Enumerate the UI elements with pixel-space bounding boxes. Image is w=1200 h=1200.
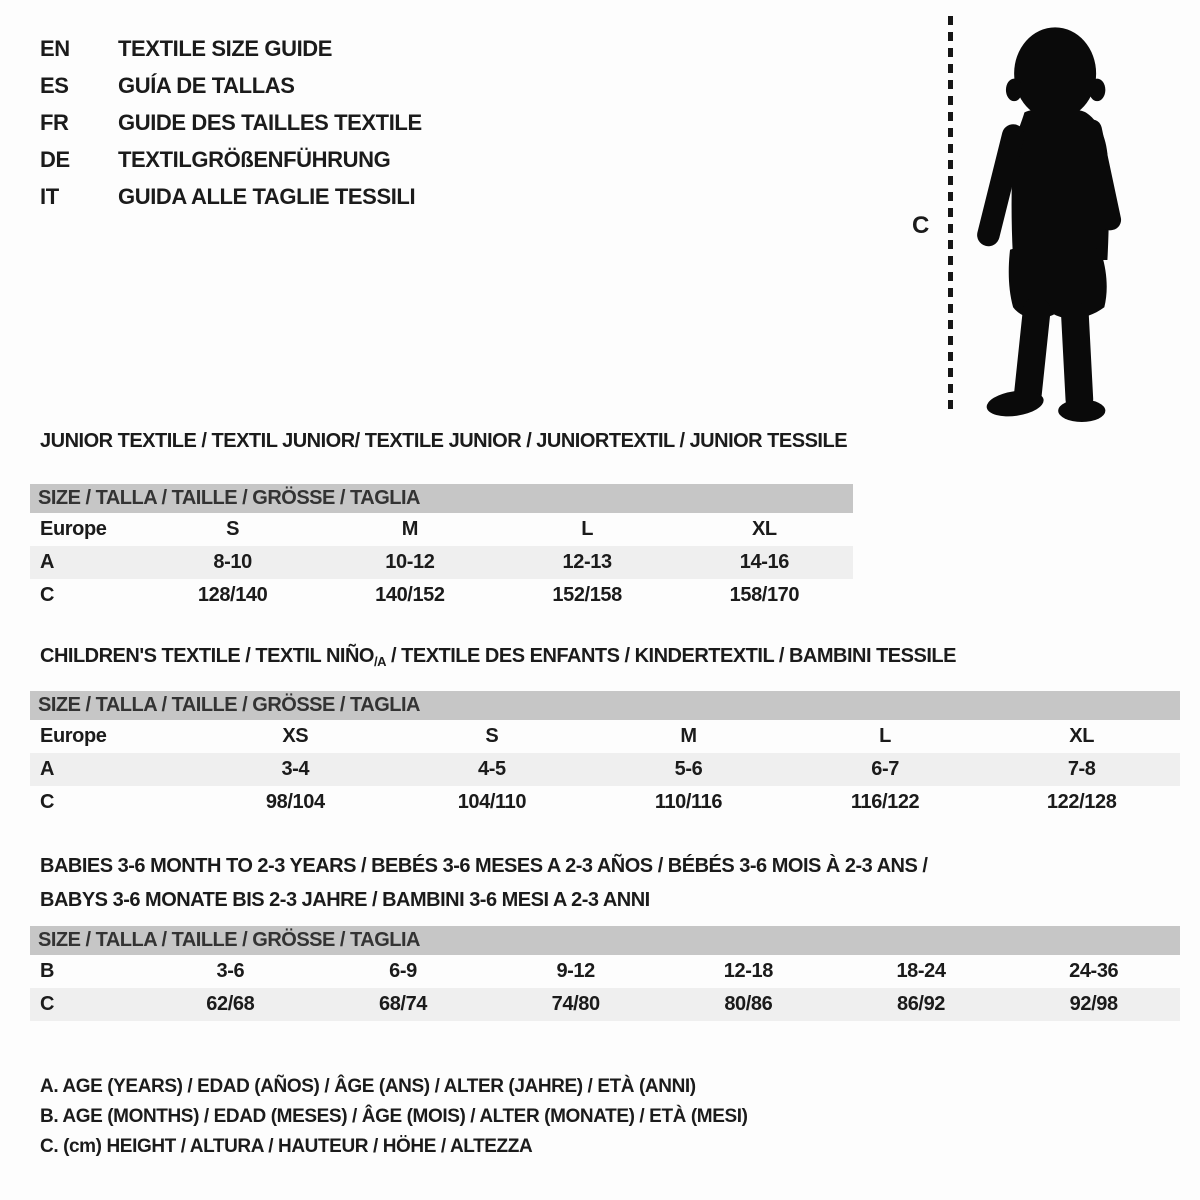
height-cell: 62/68 [206, 993, 255, 1015]
age-cell: 18-24 [896, 960, 946, 982]
language-code: IT [40, 183, 59, 209]
children-size-table [30, 691, 1180, 819]
guide-title-de: TEXTILGRÖßENFÜHRUNG [118, 146, 391, 172]
row-label: A [40, 758, 55, 780]
children-title-main: CHILDREN'S TEXTILE / TEXTIL NIÑO [40, 645, 374, 667]
babies-section-title [40, 849, 927, 917]
height-cell: 80/86 [724, 993, 773, 1015]
guide-title-en: TEXTILE SIZE GUIDE [118, 35, 333, 61]
table-row-height [30, 988, 1180, 1021]
language-code: FR [40, 109, 69, 135]
height-cell: 140/152 [375, 584, 445, 606]
table-row-europe [30, 513, 853, 546]
row-label: C [40, 584, 55, 606]
height-cell: 74/80 [551, 993, 600, 1015]
language-row-it [40, 178, 422, 215]
language-row-fr [40, 104, 422, 141]
junior-section-title [40, 430, 847, 453]
row-label: A [40, 551, 55, 573]
height-cell: 122/128 [1046, 791, 1117, 813]
size-cell: M [401, 518, 418, 540]
age-cell: 3-6 [216, 960, 245, 982]
table-row-height [30, 579, 853, 612]
size-header-bar: SIZE / TALLA / TAILLE / GRÖSSE / TAGLIA [30, 926, 1180, 955]
height-measure-label: C [912, 212, 930, 239]
junior-title-text: JUNIOR TEXTILE / TEXTIL JUNIOR/ TEXTILE JUNIOR / JUNIORTEXTIL / JUNIOR TESSILE [40, 430, 848, 452]
measurement-legend [40, 1072, 748, 1162]
size-cell: XL [1069, 725, 1095, 747]
height-cell: 68/74 [378, 993, 428, 1015]
table-row-age-months [30, 955, 1180, 988]
age-cell: 4-5 [478, 758, 506, 780]
language-row-de [40, 141, 422, 178]
children-title-rest: / TEXTILE DES ENFANTS / KINDERTEXTIL / BAMBINI TESSILE [385, 645, 956, 667]
language-code: DE [40, 146, 70, 172]
height-cell: 110/116 [654, 791, 723, 813]
table-row-age [30, 753, 1180, 786]
language-code: ES [40, 72, 69, 98]
guide-title-it: GUIDA ALLE TAGLIE TESSILI [118, 183, 416, 209]
row-label: Europe [40, 518, 107, 540]
age-cell: 14-16 [739, 551, 789, 573]
height-cell: 152/158 [552, 584, 622, 606]
age-cell: 9-12 [556, 960, 595, 982]
height-cell: 158/170 [729, 584, 800, 606]
table-row-age [30, 546, 853, 579]
height-cell: 116/122 [850, 791, 920, 813]
height-measure-figure [900, 0, 1200, 440]
legend-item-c: C. (cm) HEIGHT / ALTURA / HAUTEUR / HÖHE / ALTEZZA [40, 1136, 533, 1157]
children-title-subscript: /A [373, 654, 386, 669]
age-cell: 12-13 [562, 551, 612, 573]
height-cell: 98/104 [265, 791, 325, 813]
age-cell: 24-36 [1069, 960, 1119, 982]
age-cell: 6-7 [871, 758, 899, 780]
size-cell: M [680, 725, 697, 747]
language-title-list [40, 30, 422, 215]
size-cell: L [581, 518, 594, 540]
toddler-silhouette [962, 12, 1138, 422]
legend-item-a: A. AGE (YEARS) / EDAD (AÑOS) / ÂGE (ANS) / ALTER (JAHRE) / ETÀ (ANNI) [40, 1076, 696, 1097]
guide-title-es: GUÍA DE TALLAS [118, 72, 295, 98]
age-cell: 7-8 [1067, 758, 1096, 780]
guide-title-fr: GUIDE DES TAILLES TEXTILE [118, 109, 422, 135]
size-cell: XL [751, 518, 777, 540]
age-cell: 12-18 [723, 960, 773, 982]
babies-title-line1: BABIES 3-6 MONTH TO 2-3 YEARS / BEBÉS 3-6 MESES A 2-3 AÑOS / BÉBÉS 3-6 MOIS À 2-3 ANS / [40, 855, 928, 877]
language-row-es [40, 67, 422, 104]
height-cell: 92/98 [1069, 993, 1118, 1015]
junior-size-table [30, 484, 853, 612]
language-row-en [40, 30, 422, 67]
age-cell: 8-10 [213, 551, 252, 573]
age-cell: 10-12 [385, 551, 435, 573]
age-cell: 5-6 [674, 758, 703, 780]
size-cell: S [226, 518, 240, 540]
age-cell: 3-4 [281, 758, 310, 780]
table-row-height [30, 786, 1180, 819]
legend-item-b: B. AGE (MONTHS) / EDAD (MESES) / ÂGE (MOIS) / ALTER (MONATE) / ETÀ (MESI) [40, 1106, 748, 1127]
row-label: C [40, 791, 55, 813]
size-header-bar: SIZE / TALLA / TAILLE / GRÖSSE / TAGLIA [30, 691, 1180, 720]
height-cell: 128/140 [197, 584, 268, 606]
babies-title-line2: BABYS 3-6 MONATE BIS 2-3 JAHRE / BAMBINI 3-6 MESI A 2-3 ANNI [40, 889, 650, 911]
table-row-europe [30, 720, 1180, 753]
dashed-measure-line [948, 16, 953, 416]
size-cell: L [879, 725, 891, 747]
children-section-title [40, 645, 956, 669]
height-cell: 104/110 [457, 791, 527, 813]
size-header-bar: SIZE / TALLA / TAILLE / GRÖSSE / TAGLIA [30, 484, 853, 513]
row-label: B [40, 960, 55, 982]
size-cell: XS [282, 725, 309, 747]
babies-size-table [30, 926, 1180, 1021]
size-cell: S [485, 725, 499, 747]
language-code: EN [40, 35, 70, 61]
row-label: Europe [40, 725, 107, 747]
height-cell: 86/92 [896, 993, 946, 1015]
row-label: C [40, 993, 55, 1015]
age-cell: 6-9 [389, 960, 417, 982]
